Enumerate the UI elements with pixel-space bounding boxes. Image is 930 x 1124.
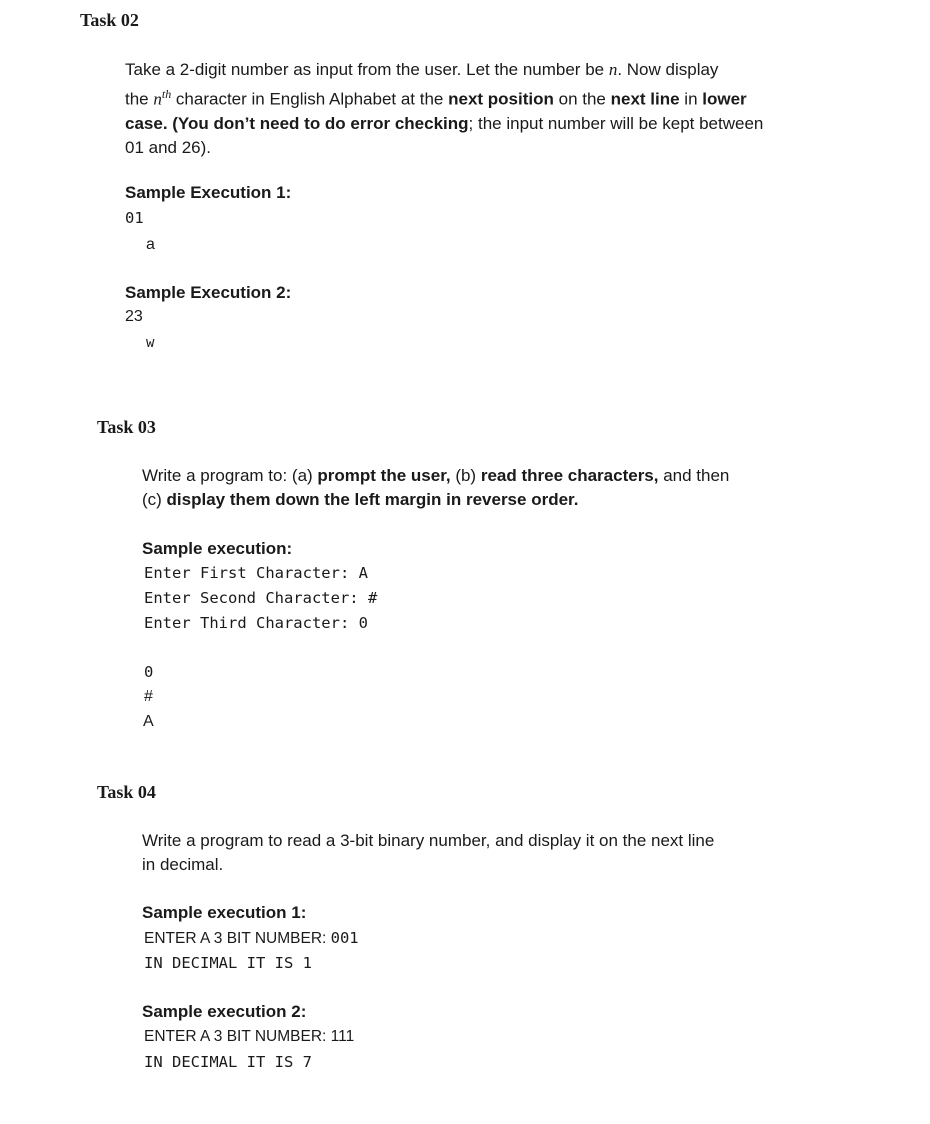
- sample-line: [144, 929, 359, 948]
- bold-text: prompt the user,: [317, 466, 451, 485]
- task02-text: ; the input number will be kept between: [468, 113, 764, 133]
- sample-input: 23: [125, 308, 143, 325]
- task02-heading: Task 02: [80, 10, 139, 30]
- task02-text: the: [125, 89, 154, 109]
- task03-heading: Task 03: [97, 417, 156, 437]
- task02-text: in: [679, 89, 703, 109]
- task03-text: and then: [658, 466, 730, 485]
- bold-text: display them down the left margin in reverse order.: [166, 490, 579, 509]
- prompt-label: ENTER A 3 BIT NUMBER:: [144, 930, 327, 947]
- bold-text: read three characters,: [480, 466, 659, 485]
- output-line: 0: [144, 663, 154, 681]
- prompt-line: Enter Second Character: #: [144, 589, 378, 607]
- bold-text: lower: [702, 89, 747, 109]
- binary-value: 001: [330, 929, 359, 947]
- prompt-line: Enter First Character: A: [144, 564, 368, 582]
- task02-text: character in English Alphabet at the: [171, 89, 449, 109]
- bold-text: next line: [610, 89, 680, 109]
- bold-text: case. (You don’t need to do error checking: [125, 113, 469, 133]
- task04-description: [142, 829, 842, 877]
- variable-n: n: [153, 89, 162, 109]
- result-line: IN DECIMAL IT IS 1: [144, 954, 312, 972]
- superscript-th: th: [161, 87, 172, 101]
- prompt-label: ENTER A 3 BIT NUMBER:: [144, 1028, 327, 1045]
- sample-execution-1-title: Sample Execution 1:: [125, 183, 292, 202]
- bold-text: next position: [448, 89, 554, 109]
- sample-execution-2-title: Sample Execution 2:: [125, 283, 292, 302]
- sample-output: a: [146, 236, 155, 253]
- binary-value: 111: [330, 1028, 355, 1045]
- task03-description: [142, 464, 842, 512]
- task02-text: . Now display: [617, 60, 719, 79]
- task02-text: 01 and 26).: [125, 137, 212, 157]
- prompt-line: Enter Third Character: 0: [144, 614, 368, 632]
- task02-description: [125, 58, 825, 160]
- output-line: A: [143, 713, 154, 730]
- variable-n: n: [608, 60, 618, 79]
- task02-text: Take a 2-digit number as input from the user. Let the number be: [125, 60, 609, 79]
- task03-text: Write a program to: (a): [142, 466, 318, 485]
- sample-line: [144, 1028, 354, 1046]
- sample-execution-2-title: Sample execution 2:: [142, 1002, 307, 1021]
- sample-execution-title: Sample execution:: [142, 539, 293, 558]
- task04-heading: Task 04: [97, 782, 156, 802]
- task04-text: in decimal.: [142, 855, 224, 874]
- output-line: #: [144, 688, 153, 705]
- task04-text: Write a program to read a 3-bit binary number, and display it on the next line: [142, 831, 715, 850]
- sample-input: 01: [125, 209, 144, 227]
- sample-output: w: [146, 335, 155, 351]
- task02-text: on the: [553, 89, 611, 109]
- sample-execution-1-title: Sample execution 1:: [142, 903, 307, 922]
- task03-text: (b): [450, 466, 481, 485]
- task03-text: (c): [142, 490, 167, 509]
- result-line: IN DECIMAL IT IS 7: [144, 1053, 312, 1071]
